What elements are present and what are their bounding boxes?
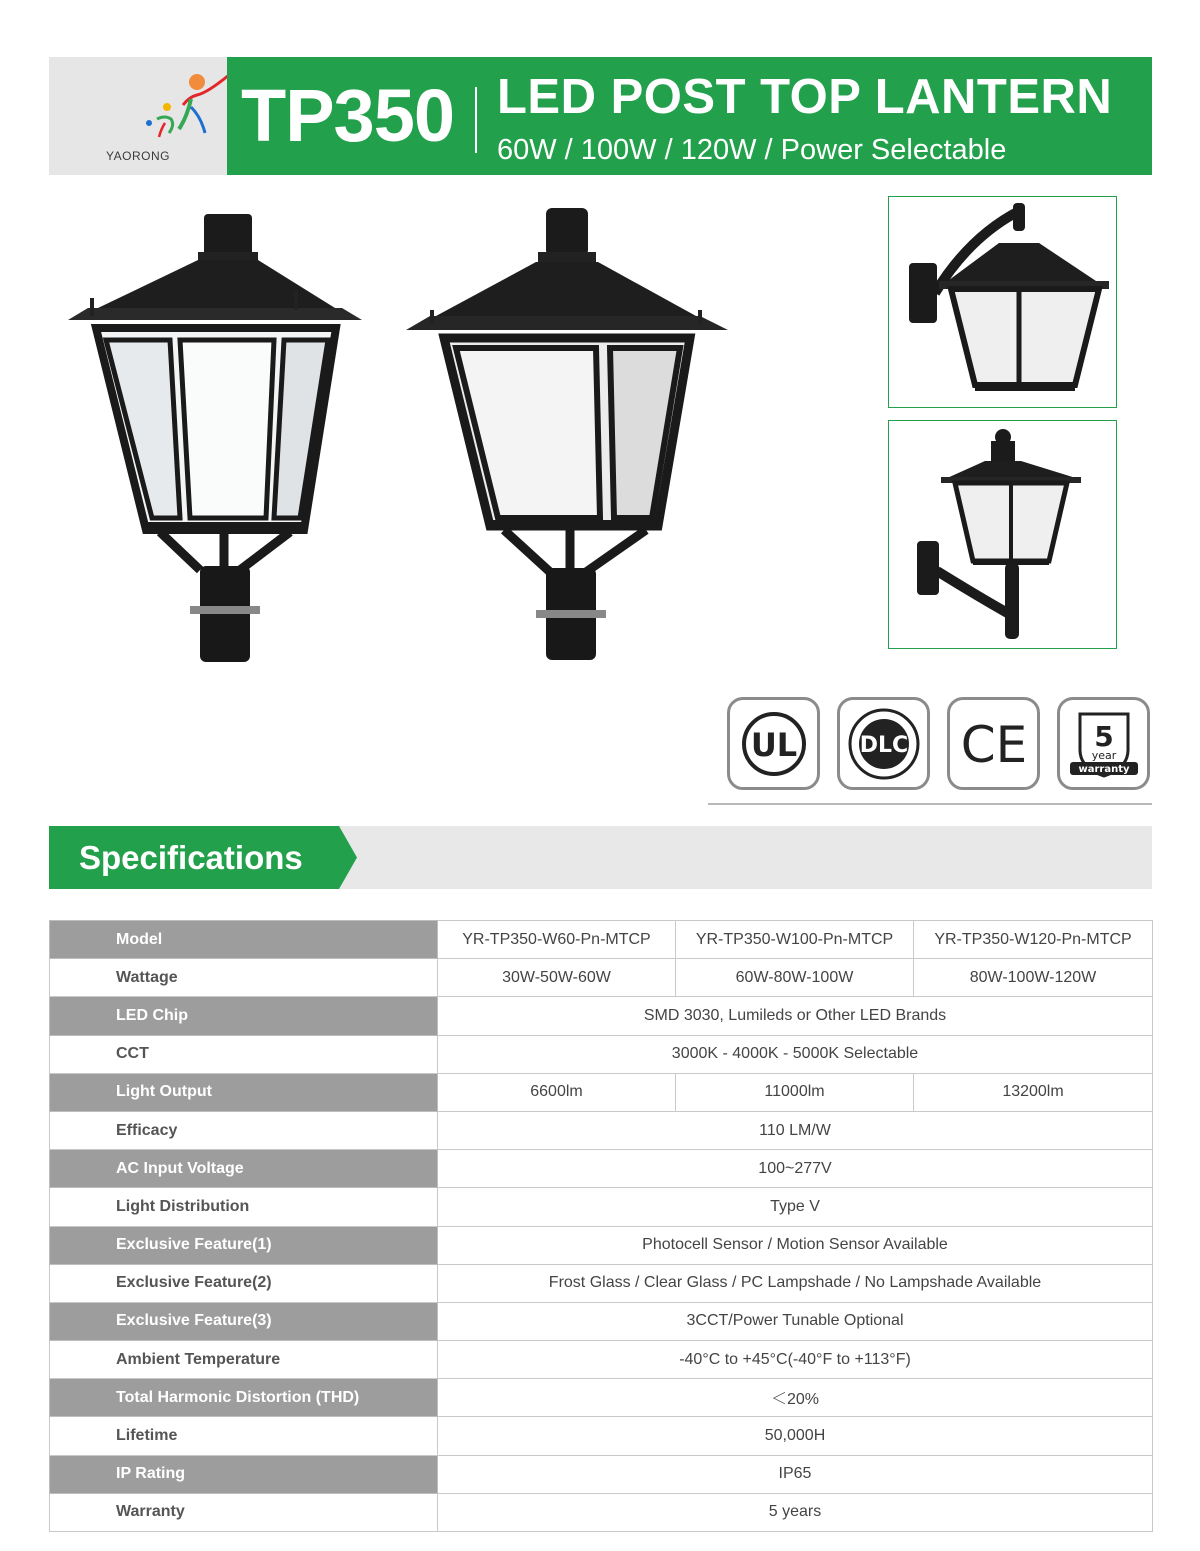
certifications (727, 697, 1150, 790)
spec-value: 5 years (438, 1493, 1153, 1531)
spec-row (50, 1226, 1153, 1264)
spec-value: YR-TP350-W120-Pn-MTCP (914, 921, 1153, 959)
spec-label: Wattage (50, 959, 438, 997)
spec-value: YR-TP350-W100-Pn-MTCP (676, 921, 914, 959)
spec-row (50, 1150, 1153, 1188)
product-subtitle: 60W / 100W / 120W / Power Selectable (497, 134, 1007, 166)
spec-value: -40°C to +45°C(-40°F to +113°F) (438, 1341, 1153, 1379)
post-top-lantern-frosted-image (400, 200, 730, 670)
svg-text:5: 5 (1093, 719, 1114, 753)
spec-value: 60W-80W-100W (676, 959, 914, 997)
wall-mount-upright-thumbnail (888, 420, 1117, 649)
spec-label: Ambient Temperature (50, 1341, 438, 1379)
wall-lantern-upright-image (889, 421, 1116, 648)
spec-value: SMD 3030, Lumileds or Other LED Brands (438, 997, 1153, 1035)
svg-text:warranty: warranty (1077, 763, 1130, 775)
spec-label: Light Output (50, 1073, 438, 1111)
spec-value: 30W-50W-60W (438, 959, 676, 997)
svg-text:year: year (1091, 748, 1116, 762)
ul-listed-icon (739, 709, 809, 779)
spec-value: 100~277V (438, 1150, 1153, 1188)
spec-row (50, 997, 1153, 1035)
spec-row (50, 1341, 1153, 1379)
title-band (227, 57, 1152, 175)
spec-label: Exclusive Feature(3) (50, 1302, 438, 1340)
svg-text:DLC: DLC (859, 732, 908, 758)
cert-ul (727, 697, 820, 790)
spec-row (50, 1188, 1153, 1226)
spec-row (50, 1073, 1153, 1111)
wall-mount-hanging-thumbnail (888, 196, 1117, 408)
spec-label: Exclusive Feature(2) (50, 1264, 438, 1302)
specifications-heading: Specifications (79, 839, 303, 876)
dlc-qpl-listed-icon (846, 706, 922, 782)
spec-label: Light Distribution (50, 1188, 438, 1226)
spec-label: Exclusive Feature(1) (50, 1226, 438, 1264)
cert-dlc (837, 697, 930, 790)
spec-value: 50,000H (438, 1417, 1153, 1455)
spec-value: Type V (438, 1188, 1153, 1226)
spec-value: 3CCT/Power Tunable Optional (438, 1302, 1153, 1340)
spec-value: 11000lm (676, 1073, 914, 1111)
spec-value: 13200lm (914, 1073, 1153, 1111)
header (49, 57, 1152, 175)
spec-label: LED Chip (50, 997, 438, 1035)
spec-label: Total Harmonic Distortion (THD) (50, 1379, 438, 1417)
spec-row (50, 1302, 1153, 1340)
spec-label: Model (50, 921, 438, 959)
spec-row (50, 1417, 1153, 1455)
spec-value: Photocell Sensor / Motion Sensor Available (438, 1226, 1153, 1264)
spec-label: CCT (50, 1035, 438, 1073)
spec-value: 3000K - 4000K - 5000K Selectable (438, 1035, 1153, 1073)
spec-value: 6600lm (438, 1073, 676, 1111)
spec-row (50, 1493, 1153, 1531)
spec-value: Frost Glass / Clear Glass / PC Lampshade / No Lampshade Available (438, 1264, 1153, 1302)
spec-label: Lifetime (50, 1417, 438, 1455)
spec-value: YR-TP350-W60-Pn-MTCP (438, 921, 676, 959)
title-divider (475, 87, 477, 153)
ce-mark-icon (956, 714, 1032, 774)
spec-label: IP Rating (50, 1455, 438, 1493)
spec-label: Warranty (50, 1493, 438, 1531)
spec-value: 110 LM/W (438, 1111, 1153, 1149)
svg-text:UL: UL (750, 725, 797, 764)
svg-text:CE: CE (960, 715, 1027, 774)
spec-row (50, 1264, 1153, 1302)
brand-name: YAORONG (106, 149, 170, 163)
spec-value: 80W-100W-120W (914, 959, 1153, 997)
spec-row (50, 959, 1153, 997)
spec-row (50, 1111, 1153, 1149)
spec-value: ＜20% (438, 1379, 1153, 1417)
cert-warranty (1057, 697, 1150, 790)
product-title: LED POST TOP LANTERN (497, 70, 1113, 124)
cert-ce (947, 697, 1040, 790)
spec-row (50, 1035, 1153, 1073)
certifications-divider (708, 803, 1152, 805)
yaorong-logo-icon (79, 67, 244, 149)
spec-row (50, 1455, 1153, 1493)
spec-value: IP65 (438, 1455, 1153, 1493)
spec-row (50, 1379, 1153, 1417)
specifications-table (49, 920, 1153, 1532)
brand-logo (49, 57, 227, 175)
model-number: TP350 (241, 74, 455, 157)
spec-row (50, 921, 1153, 959)
wall-lantern-hanging-image (889, 197, 1116, 407)
spec-label: AC Input Voltage (50, 1150, 438, 1188)
spec-label: Efficacy (50, 1111, 438, 1149)
post-top-lantern-clear-image (60, 200, 370, 670)
five-year-warranty-icon (1066, 706, 1142, 782)
